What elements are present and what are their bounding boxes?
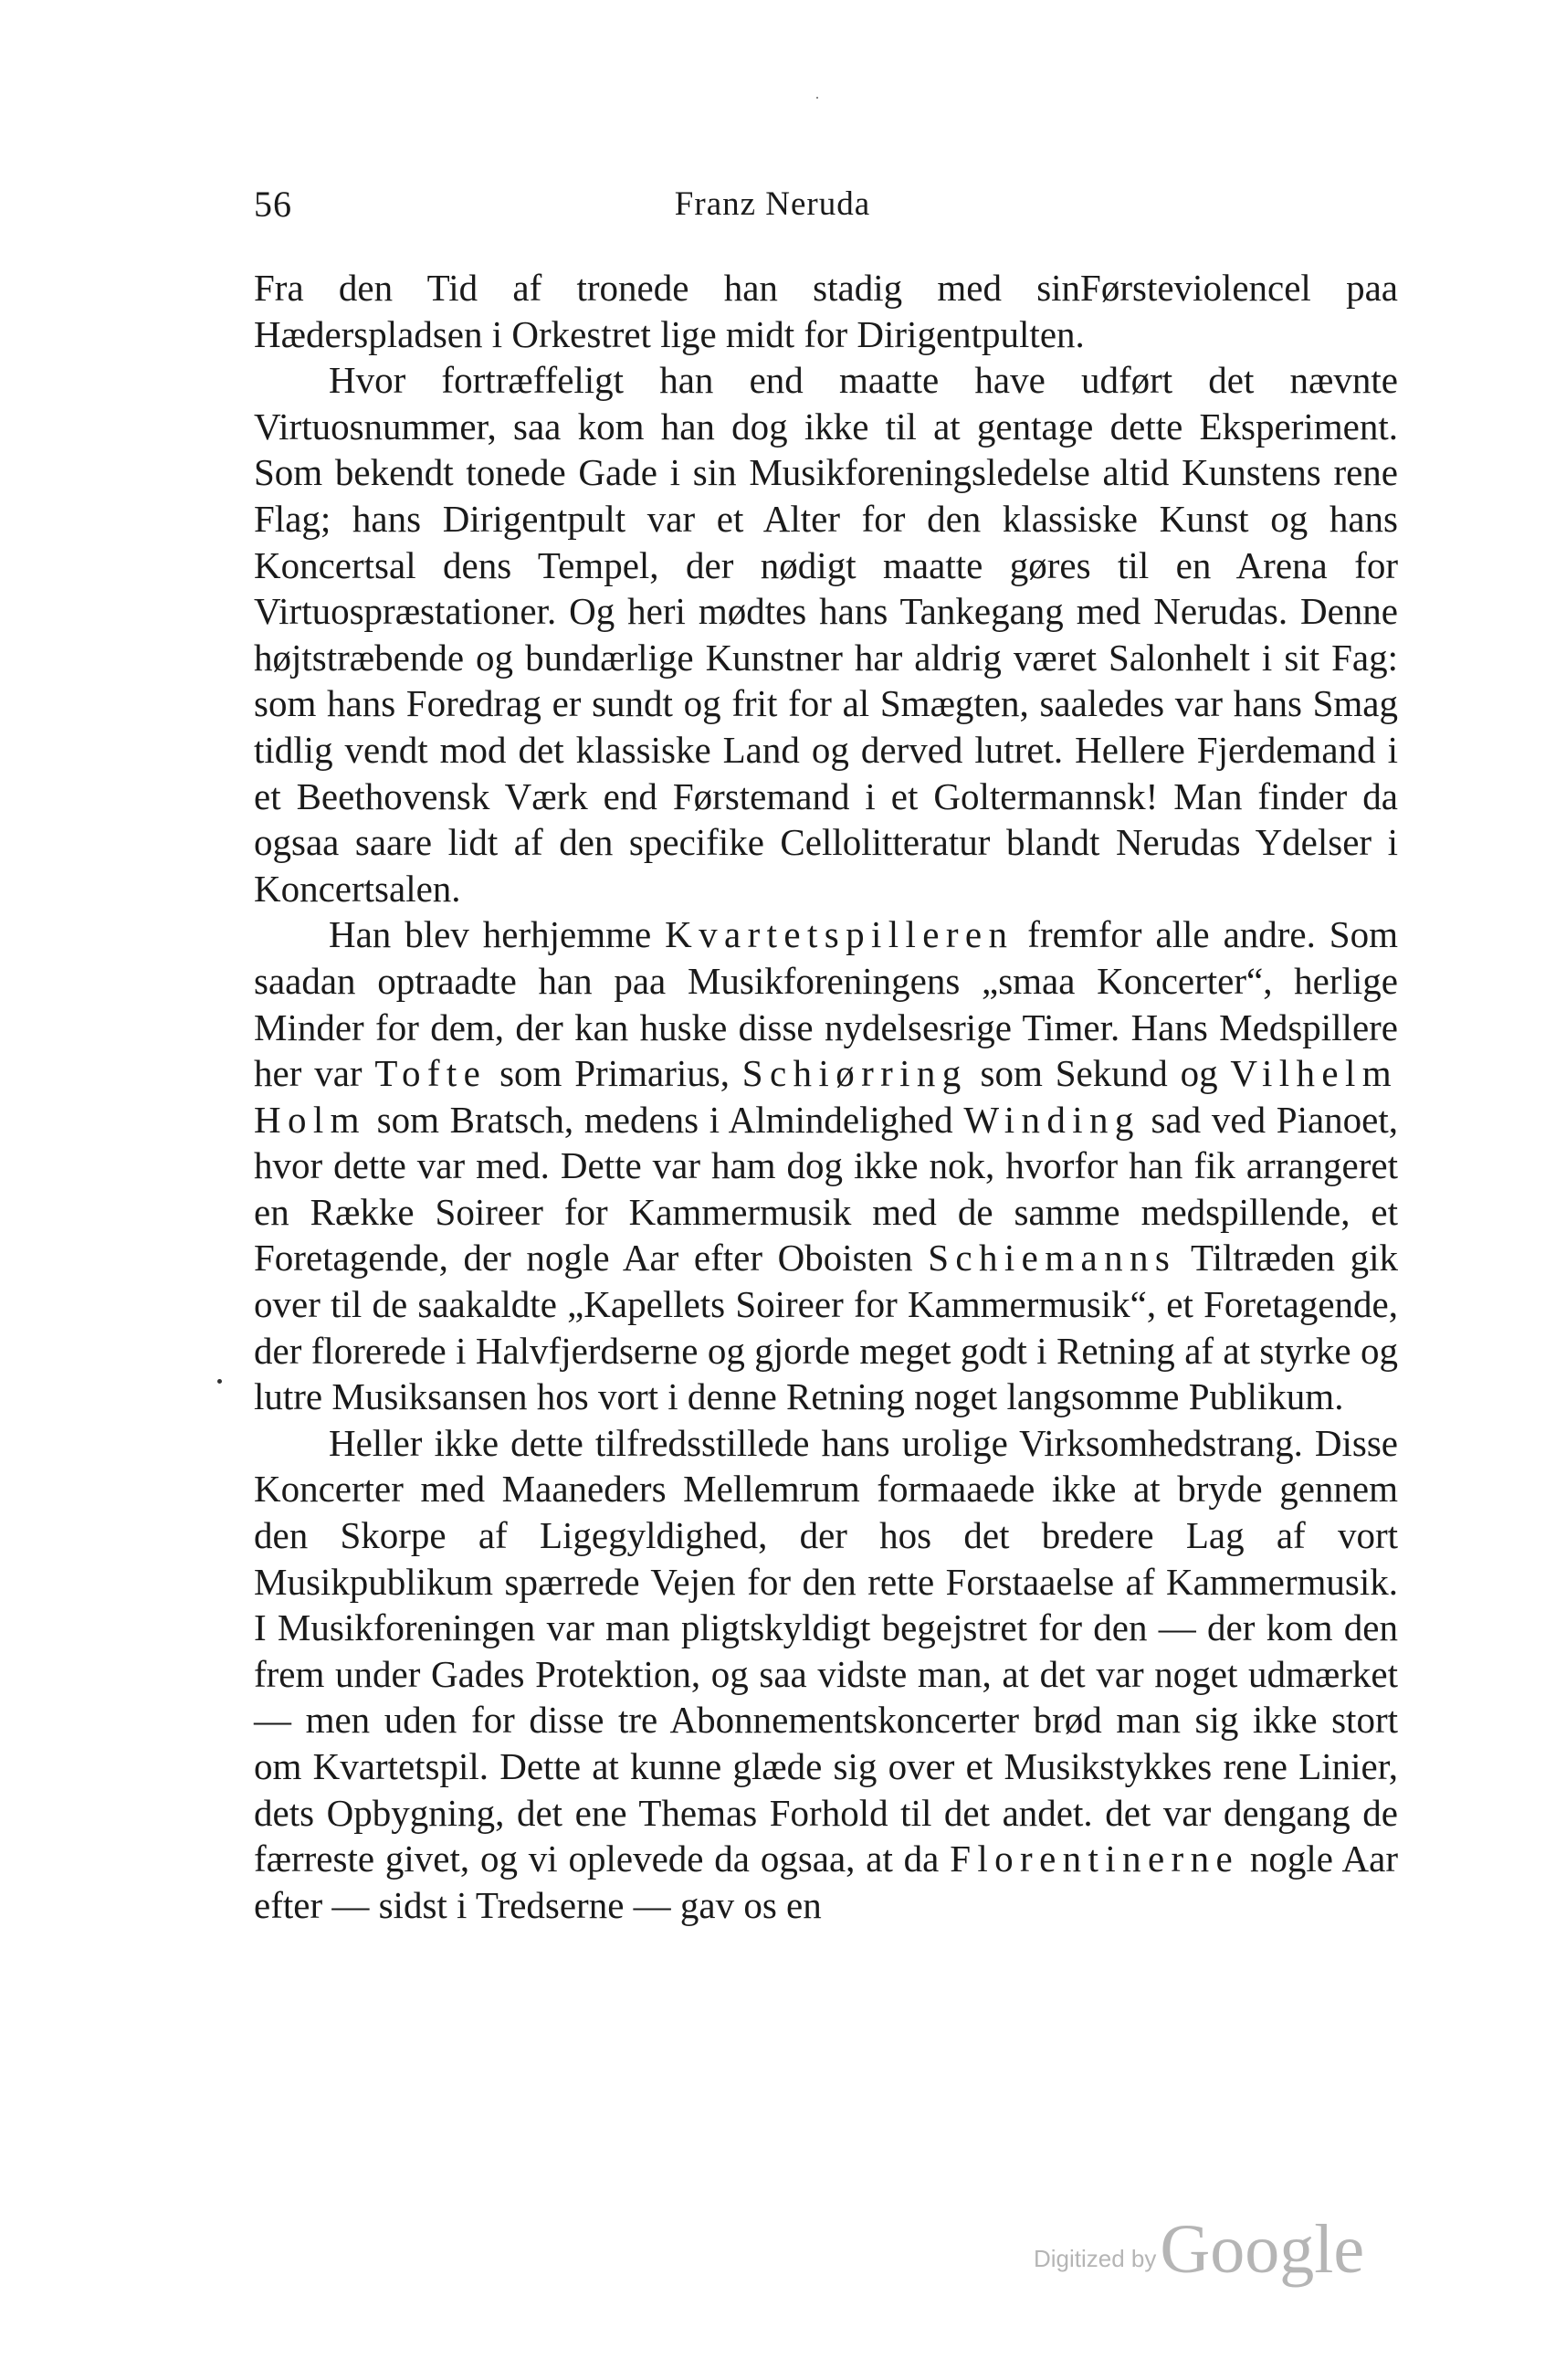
body-text <box>254 265 1398 1928</box>
text-run: som Sekund og <box>967 1052 1231 1095</box>
emphasis-schiorring: Schiørring <box>741 1052 968 1095</box>
text-run: Heller ikke dette tilfredsstillede hans urolige Virksomhedstrang. Disse Koncerter med Maaneders Mellemrum formaaede ikke at bryde gennem den Skorpe af Ligegyldighed, der hos det bredere Lag af vort Musikpublikum spærrede Vejen for den rette Forstaaelse af Kammermusik. I Musikforeningen var man pligtskyldigt begejstret for den — der kom den frem under Gades Protektion, og saa vidste man, at det var noget udmærket — men uden for disse tre Abonnementskoncerter brød man sig ikke stort om Kvartetspil. Dette at kunne glæde sig over et Musikstykkes rene Linier, dets Opbygning, det ene Themas Forhold til det andet. det var dengang de færreste givet, og vi oplevede da ogsaa, at da <box>254 1421 1398 1880</box>
emphasis-winding: Winding <box>963 1098 1140 1141</box>
text-run: som Primarius, <box>487 1052 742 1095</box>
margin-dot <box>217 1379 222 1384</box>
text-run: som Bratsch, medens i Almindelighed <box>365 1098 964 1141</box>
text-run: Han blev herhjemme <box>329 913 666 956</box>
digitized-by-google-watermark <box>1034 2210 1364 2290</box>
running-head: Franz Neruda <box>674 185 871 223</box>
scan-speck <box>816 97 818 99</box>
emphasis-kvartetspilleren: Kvartetspilleren <box>665 913 1014 956</box>
paragraph-2: Hvor fortræffeligt han end maatte have udført det nævnte Virtuosnummer, saa kom han dog ikke til at gentage dette Eksperiment. Som bekendt tonede Gade i sin Musikforeningsledelse altid Kunstens rene Flag; hans Dirigentpult var et Alter for den klassiske Kunst og hans Koncertsal dens Tempel, der nødigt maatte gøres til en Arena for Virtuospræstationer. Og heri mødtes hans Tankegang med Nerudas. Denne højtstræbende og bundærlige Kunstner har aldrig været Salonhelt i sit Fag: som hans Foredrag er sundt og frit for al Smægten, saaledes var hans Smag tidlig vendt mod det klassiske Land og derved lutret. Hellere Fjerdemand i et Beethovensk Værk end Førstemand i et Goltermannsk! Man finder da ogsaa saare lidt af den specifike Cellolitteratur blandt Nerudas Ydelser i Koncertsalen. <box>254 359 1398 910</box>
paragraph-1: Fra den Tid af tronede han stadig med sinFørsteviolencel paa Hæderspladsen i Orkestret lige midt for Dirigentpulten. <box>254 267 1398 355</box>
text-run: sad ved Pianoet, hvor dette var med. Dette var ham dog ikke nok, hvorfor han fik arrangeret en Række Soireer for Kammermusik med de samme medspillende, et Foretagende, der nogle Aar efter Oboisten <box>254 1098 1398 1280</box>
page-number: 56 <box>254 184 292 225</box>
text-run: Tiltræden gik over til de saakaldte „Kapellets Soireer for Kammermusik“, et Foretagende, der florerede i Halvfjerdserne og gjorde meget godt i Retning af at styrke og lutre Musiksansen hos vort i denne Retning noget langsomme Publikum. <box>254 1237 1399 1418</box>
emphasis-schiemanns: Schiemanns <box>928 1237 1177 1280</box>
google-logo-text: Google <box>1160 2211 1365 2288</box>
text-run: fremfor alle andre. Som saadan optraadte han paa Musikforeningens „smaa Koncerter“, herlige Minder for dem, der kan huske disse nydelsesrige Timer. Hans Medspillere her var <box>254 913 1398 1095</box>
paragraph-3 <box>254 911 1398 1420</box>
emphasis-florentinerne: Florentinerne <box>950 1838 1240 1880</box>
paragraph-4 <box>254 1420 1398 1929</box>
text-run: nogle Aar efter — sidst i Tredserne — gav os en <box>254 1838 1398 1926</box>
emphasis-vilhelm-holm: Vilhelm Holm <box>254 1052 1398 1141</box>
watermark-prefix: Digitized by <box>1034 2245 1157 2272</box>
emphasis-tofte: Tofte <box>374 1052 488 1095</box>
